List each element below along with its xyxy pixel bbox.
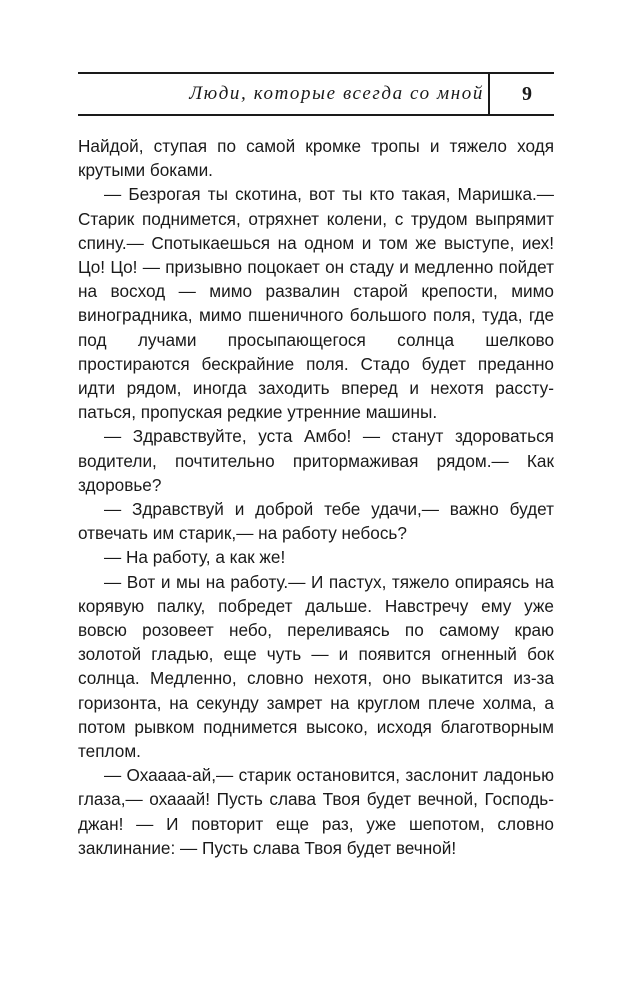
running-head — [78, 72, 554, 116]
paragraph: — Вот и мы на работу.— И пастух, тяжело опираясь на корявую палку, побредет дальше. Навстречу ему уже вовсю розовеет небо, переливаясь по самому краю золотой гладью, еще чуть — и появится огненный бок солнца. Медленно, словно нехотя, оно выкатится из-за горизонта, на секунду замрет на круглом плече холма, а потом рывком поднимется высоко, исходя благотворным теплом. — [78, 571, 554, 762]
running-title: Люди, которые всегда со мной — [189, 83, 484, 104]
paragraph: — На работу, а как же! — [104, 547, 286, 568]
paragraph: — Здравствуй и доброй тебе удачи,— важно будет отвечать им старик,— на работу небось? — [78, 499, 554, 544]
paragraph: — Охаааа-ай,— старик остановится, заслонит ладонью глаза,— охааай! Пусть слава Твоя будет вечной, Господь-джан! — И повторит еще раз, уже шепотом, словно заклинание: — Пусть слава Твоя будет вечной! — [78, 765, 554, 858]
paragraph: — Безрогая ты скотина, вот ты кто такая, Маришка.— Старик поднимется, отряхнет колени, с трудом выпрямит спину.— Спотыкаешься на одном и том же выступе, иех! Цо! Цо! — призывно поцокает он стаду и медленно пойдет на восход — мимо развалин старой крепости, мимо виноградника, мимо пшеничного большого поля, туда, где под лучами просыпающегося солнца шелково простираются бескрайние поля. Стадо будет преданно идти рядом, иногда заходить вперед и нехотя расступаться, пропуская редкие утренние машины. — [78, 184, 554, 423]
text-body — [78, 134, 554, 860]
header-divider — [488, 74, 490, 114]
paragraph: — Здравствуйте, уста Амбо! — станут здороваться водители, почтительно притормаживая рядом.— Как здоровье? — [78, 426, 554, 495]
page-number: 9 — [522, 83, 532, 105]
paragraph: Найдой, ступая по самой кромке тропы и тяжело ходя крутыми боками. — [78, 136, 554, 181]
